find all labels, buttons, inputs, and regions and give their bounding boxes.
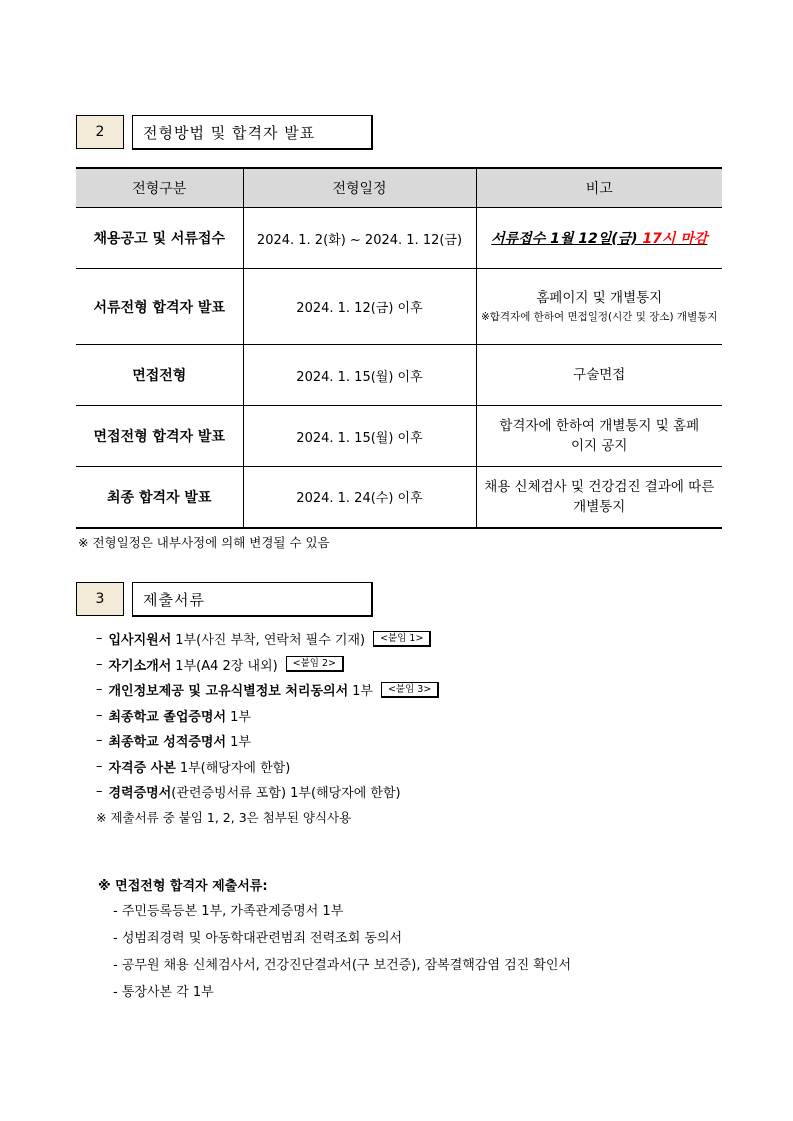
document-name: 최종학교 졸업증명서 xyxy=(108,709,227,725)
schedule-table xyxy=(76,167,722,529)
stage-cell: 서류전형 합격자 발표 xyxy=(76,269,243,345)
note-cell xyxy=(476,269,722,345)
schedule-cell: 2024. 1. 12(금) 이후 xyxy=(243,269,476,345)
table-row xyxy=(76,345,722,406)
stage-cell: 면접전형 xyxy=(76,345,243,406)
list-item: – 경력증명서 (관련증빙서류 포함) 1부(해당자에 한함) xyxy=(96,784,401,802)
deadline-time: 17시 마감 xyxy=(642,231,708,247)
documents-note: ※ 제출서류 중 붙임 1, 2, 3은 첨부된 양식사용 xyxy=(96,810,352,826)
schedule-cell: 2024. 1. 15(월) 이후 xyxy=(243,345,476,406)
note-cell: 채용 신체검사 및 건강검진 결과에 따른 개별통지 xyxy=(476,467,722,528)
section-title: 제출서류 xyxy=(132,582,373,617)
list-item: – 자기소개서 1부(A4 2장 내외) <붙임 2> xyxy=(96,652,439,678)
section-3-header xyxy=(76,582,373,616)
document-detail: 1부(사진 부착, 연락처 필수 기재) xyxy=(175,633,366,649)
schedule-cell: 2024. 1. 2(화) ~ 2024. 1. 12(금) xyxy=(243,208,476,269)
stage-cell: 면접전형 합격자 발표 xyxy=(76,406,243,467)
table-row xyxy=(76,467,722,528)
section-number: 3 xyxy=(76,582,124,616)
note-cell xyxy=(476,208,722,269)
list-item: – 자격증 사본 1부(해당자에 한함) xyxy=(96,758,291,776)
list-item: – 최종학교 성적증명서 1부 xyxy=(96,733,251,751)
section-2-header xyxy=(76,115,373,149)
required-documents-list xyxy=(96,626,439,830)
table-row xyxy=(76,208,722,269)
document-detail: 1부(A4 2장 내외) xyxy=(175,658,278,674)
table-row xyxy=(76,269,722,345)
table-row xyxy=(76,406,722,467)
note-cell: 합격자에 한하여 개별통지 및 홈페이지 공지 xyxy=(476,406,722,467)
list-item: - 통장사본 각 1부 xyxy=(113,985,214,1000)
deadline-text: 서류접수 1월 12일(금) xyxy=(491,231,638,247)
attachment-badge: <붙임 3> xyxy=(381,682,439,698)
note-sub: ※합격자에 한하여 면접일정(시간 및 장소) 개별통지 xyxy=(480,310,718,323)
document-detail: 1부 xyxy=(352,684,373,700)
note-cell: 구술면접 xyxy=(476,345,722,406)
document-name: 경력증명서 xyxy=(108,786,172,802)
section-number: 2 xyxy=(76,115,124,149)
document-name: 입사지원서 xyxy=(108,633,172,649)
document-name: 최종학교 성적증명서 xyxy=(108,735,227,751)
column-header: 비고 xyxy=(476,168,722,208)
attachment-badge: <붙임 1> xyxy=(373,631,431,647)
list-item: – 최종학교 졸업증명서 1부 xyxy=(96,707,251,725)
column-header: 전형구분 xyxy=(76,168,243,208)
deadline-note xyxy=(491,231,707,247)
document-name: 자격증 사본 xyxy=(108,760,176,776)
list-item: - 주민등록등본 1부, 가족관계증명서 1부 xyxy=(113,904,344,919)
list-item: - 성범죄경력 및 아동학대관련범죄 전력조회 동의서 xyxy=(113,931,403,946)
interview-documents xyxy=(98,872,571,1004)
stage-cell: 채용공고 및 서류접수 xyxy=(76,208,243,269)
list-item: – 입사지원서 1부(사진 부착, 연락처 필수 기재) <붙임 1> xyxy=(96,626,439,652)
document-detail: 1부 xyxy=(230,735,251,751)
table-header-row xyxy=(76,168,722,208)
schedule-cell: 2024. 1. 24(수) 이후 xyxy=(243,467,476,528)
column-header: 전형일정 xyxy=(243,168,476,208)
schedule-footnote: ※ 전형일정은 내부사정에 의해 변경될 수 있음 xyxy=(78,535,330,550)
list-item: - 공무원 채용 신체검사서, 건강진단결과서(구 보건증), 잠복결핵감염 검진 확인서 xyxy=(113,958,572,973)
stage-cell: 최종 합격자 발표 xyxy=(76,467,243,528)
attachment-badge: <붙임 2> xyxy=(286,656,344,672)
document-name: 개인정보제공 및 고유식별정보 처리동의서 xyxy=(108,684,349,700)
document-detail: 1부 xyxy=(230,709,251,725)
document-detail: (관련증빙서류 포함) 1부(해당자에 한함) xyxy=(171,786,401,802)
document-detail: 1부(해당자에 한함) xyxy=(179,760,291,776)
schedule-cell: 2024. 1. 15(월) 이후 xyxy=(243,406,476,467)
section-title: 전형방법 및 합격자 발표 xyxy=(132,115,373,150)
list-item: – 개인정보제공 및 고유식별정보 처리동의서 1부 <붙임 3> xyxy=(96,677,439,703)
document-name: 자기소개서 xyxy=(108,658,172,674)
note-main: 홈페이지 및 개별통지 xyxy=(536,289,663,306)
interview-documents-title: ※ 면접전형 합격자 제출서류: xyxy=(98,878,268,894)
